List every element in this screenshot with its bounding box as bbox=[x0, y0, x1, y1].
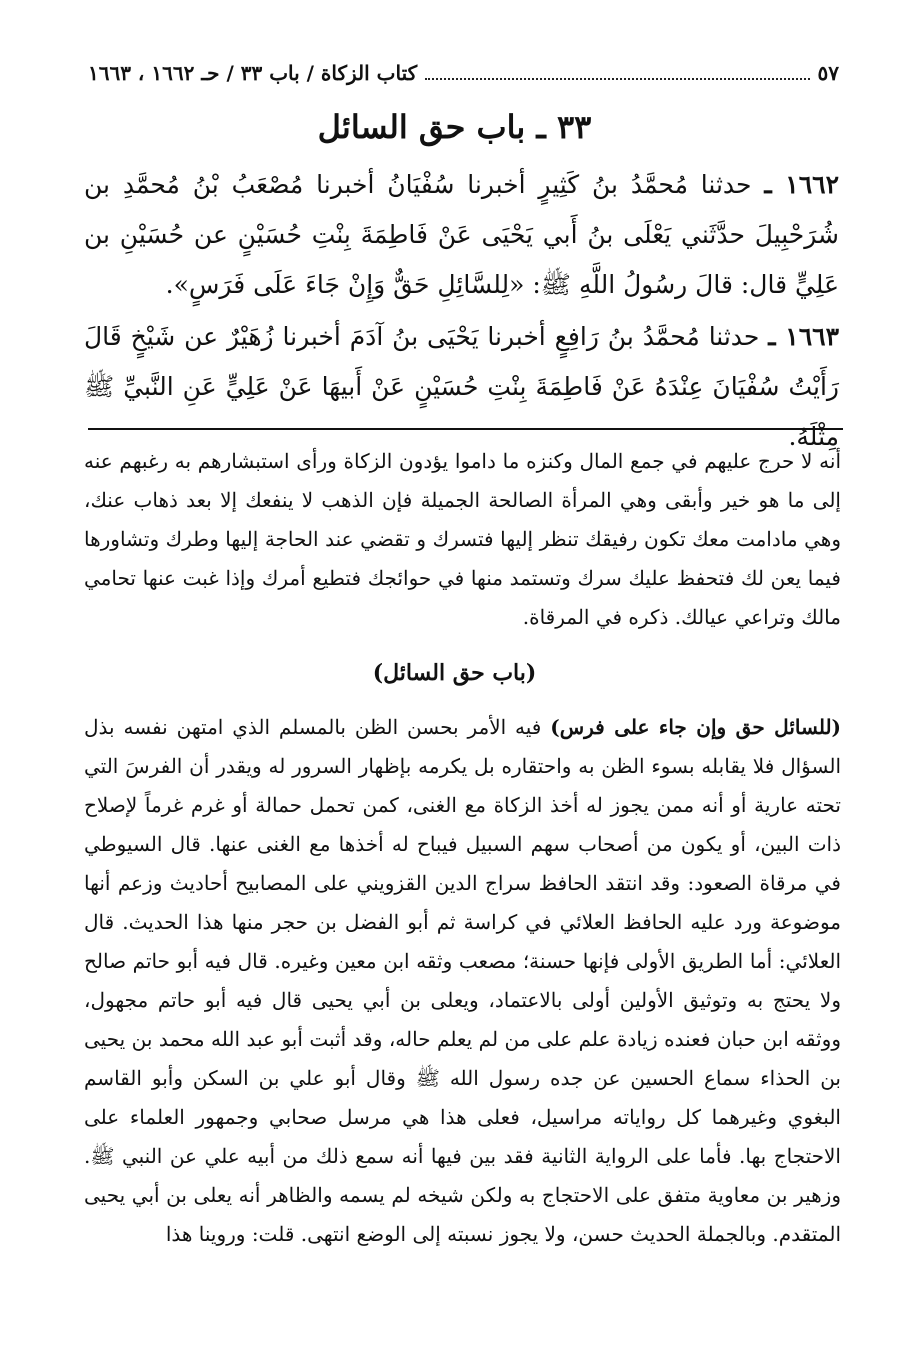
page-number: ٥٧ bbox=[817, 61, 839, 85]
commentary-body bbox=[84, 708, 841, 1254]
hadith-text: حدثنا مُحمَّدُ بنُ كَثِيرٍ أخبرنا سُفْيَانُ أخبرنا مُصْعَبُ بْنُ مُحمَّدِ بن شُرَحْبِيلَ حدَّثَني يَعْلَى بنُ أَبي يَحْيَى عَنْ فَاطِمَةَ بِنْتِ حُسَيْنٍ عن حُسَيْنِ بن عَلِيٍّ قال: قالَ رسُولُ اللَّهِ ﷺ: «لِلسَّائِلِ حَقٌّ وَإِنْ جَاءَ عَلَى فَرَسٍ». bbox=[84, 170, 839, 299]
commentary-lemma: (للسائل حق وإن جاء على فرس) bbox=[550, 715, 841, 739]
chapter-title: ٣٣ ـ باب حق السائل bbox=[317, 108, 592, 146]
running-header bbox=[88, 58, 839, 88]
hadith-number: ١٦٦٢ ـ bbox=[764, 170, 840, 199]
footnote-divider bbox=[88, 428, 843, 430]
hadith-text: حدثنا مُحمَّدُ بنُ رَافِعٍ أخبرنا يَحْيَى بنُ آدَمَ أخبرنا زُهَيْرٌ عن شَيْخٍ قَالَ رَأَيْتُ سُفْيَانَ عِنْدَهُ عَنْ فَاطِمَةَ بِنْتِ حُسَيْنٍ عَنْ أَبيهَا عَنْ عَلِيٍّ عَنِ النَّبيِّ ﷺ مِثْلَهُ. bbox=[84, 322, 839, 451]
commentary-continuation: أنه لا حرج عليهم في جمع المال وكنزه ما داموا يؤدون الزكاة ورأى استبشارهم به رغبهم عنه إلى ما هو خير وأبقى وهي المرأة الصالحة الجميلة فإن الذهب لا ينفعك إلا بعد ذهاب عنك، وهي مادامت معك تكون رفيقك تنظر إليها فتسرك و تقضي عند الحاجة إليها وطرك وتشاورها فيما يعن لك فتحفظ عليك سرك وتستمد منها في حوائجك فتطيع أمرك وإذا غبت عنها تحامي مالك وتراعي عيالك. ذكره في المرقاة. bbox=[84, 449, 841, 629]
hadith-1663 bbox=[84, 312, 839, 462]
commentary-subheading: (باب حق السائل) bbox=[372, 660, 537, 686]
commentary-text: فيه الأمر بحسن الظن بالمسلم الذي امتهن نفسه بذل السؤال فلا يقابله بسوء الظن به واحتقاره بل يكرمه بإظهار السرور له ويقدر أن الفرسَ التي تحته عارية أو أنه ممن يجوز له أخذ الزكاة مع الغنى، كمن تحمل حمالة أو غرم غرماً لإصلاح ذات البين، أو يكون من أصحاب سهم السبيل فيباح له أخذها مع الغنى عنها. قال السيوطي في مرقاة الصعود: وقد انتقد الحافظ سراج الدين القزويني على المصابيح أحاديث وزعم أنها موضوعة ورد عليه الحافظ العلائي في كراسة ثم أبو الفضل بن حجر منها هذا الحديث. قال العلائي: أما الطريق الأولى فإنها حسنة؛ مصعب وثقه ابن معين وغيره. قال فيه أبو حاتم صالح ولا يحتج به وتوثيق الأولين أولى بالاعتماد، ويعلى بن أبي يحيى قال فيه أبو حاتم مجهول، ووثقه ابن حبان فعنده زيادة علم على من لم يعلم حاله، وقد أثبت أبو عبد الله محمد بن يحيى بن الحذاء سماع الحسين عن جده رسول الله ﷺ وقال أبو علي بن السكن وأبو القاسم البغوي وغيرهما كل رواياته مراسيل، فعلى هذا هي مرسل صحابي وجمهور العلماء على الاحتجاج بها. فأما على الرواية الثانية فقد بين فيها أنه سمع ذلك من أبيه علي عن النبي ﷺ. وزهير بن معاوية متفق على الاحتجاج به ولكن شيخه لم يسمه والظاهر أنه يعلى بن أبي يحيى المتقدم. وبالجملة الحديث حسن، ولا يجوز نسبته إلى الوضع انتهى. قلت: وروينا هذا bbox=[84, 715, 842, 1246]
hadith-1662 bbox=[84, 160, 839, 310]
running-title: كتاب الزكاة / باب ٣٣ / حـ ١٦٦٢ ، ١٦٦٣ bbox=[88, 61, 418, 85]
hadith-number: ١٦٦٣ ـ bbox=[768, 322, 839, 351]
dotted-leader bbox=[425, 66, 809, 80]
